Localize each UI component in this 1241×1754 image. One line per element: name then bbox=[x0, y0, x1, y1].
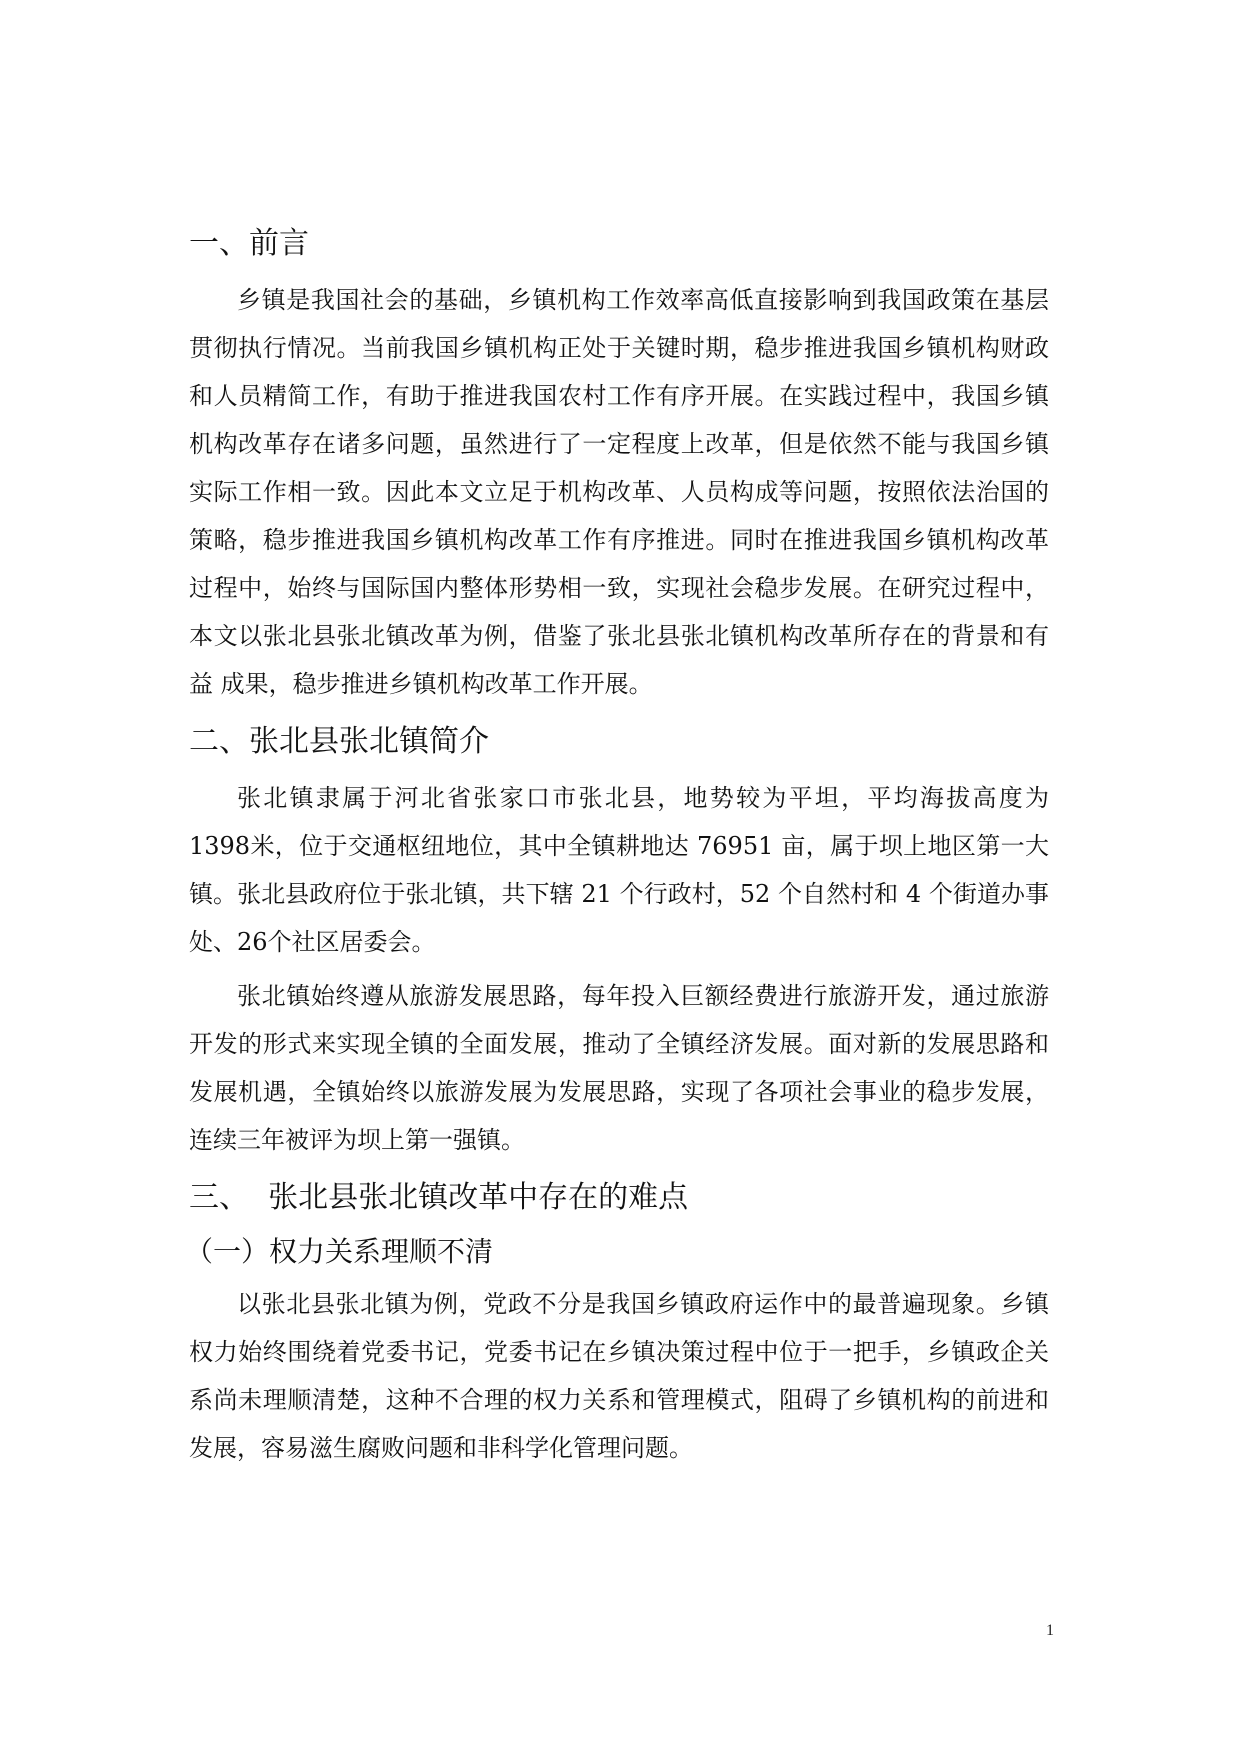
town-intro-paragraph-1: 张北镇隶属于河北省张家口市张北县，地势较为平坦，平均海拔高度为 1398米，位于交通枢纽地位，其中全镇耕地达 76951 亩，属于坝上地区第一大镇。张北县政府位于张北镇，共下辖 21 个行政村，52 个自然村和 4 个街道办事处、26个社区居委会。 bbox=[189, 784, 1049, 956]
subsection-heading-power-relations: （一）权力关系理顺不清 bbox=[185, 1235, 494, 1268]
town-intro-paragraph-2: 张北镇始终遵从旅游发展思路，每年投入巨额经费进行旅游开发，通过旅游开发的形式来实现全镇的全面发展，推动了全镇经济发展。面对新的发展思路和发展机遇，全镇始终以旅游发展为发展思路，实现了各项社会事业的稳步发展，连续三年被评为坝上第一强镇。 bbox=[189, 982, 1049, 1154]
section-heading-town-intro: 二、张北县张北镇简介 bbox=[189, 724, 489, 759]
document-body bbox=[185, 222, 1049, 1472]
section-heading-preface: 一、前言 bbox=[189, 226, 309, 261]
power-relations-paragraph: 以张北县张北镇为例，党政不分是我国乡镇政府运作中的最普遍现象。乡镇权力始终围绕着党委书记，党委书记在乡镇决策过程中位于一把手，乡镇政企关系尚未理顺清楚，这种不合理的权力关系和管理模式，阻碍了乡镇机构的前进和发展，容易滋生腐败问题和非科学化管理问题。 bbox=[189, 1290, 1049, 1462]
section-heading-reform-difficulties: 三、 张北县张北镇改革中存在的难点 bbox=[189, 1180, 689, 1215]
page-number: 1 bbox=[1046, 1622, 1054, 1639]
preface-paragraph: 乡镇是我国社会的基础，乡镇机构工作效率高低直接影响到我国政策在基层贯彻执行情况。当前我国乡镇机构正处于关键时期，稳步推进我国乡镇机构财政和人员精简工作，有助于推进我国农村工作有序开展。在实践过程中，我国乡镇机构改革存在诸多问题，虽然进行了一定程度上改革，但是依然不能与我国乡镇实际工作相一致。因此本文立足于机构改革、人员构成等问题，按照依法治国的策略，稳步推进我国乡镇机构改革工作有序推进。同时在推进我国乡镇机构改革过程中，始终与国际国内整体形势相一致，实现社会稳步发展。在研究过程中，本文以张北县张北镇改革为例，借鉴了张北县张北镇机构改革所存在的背景和有益 成果，稳步推进乡镇机构改革工作开展。 bbox=[189, 286, 1049, 698]
